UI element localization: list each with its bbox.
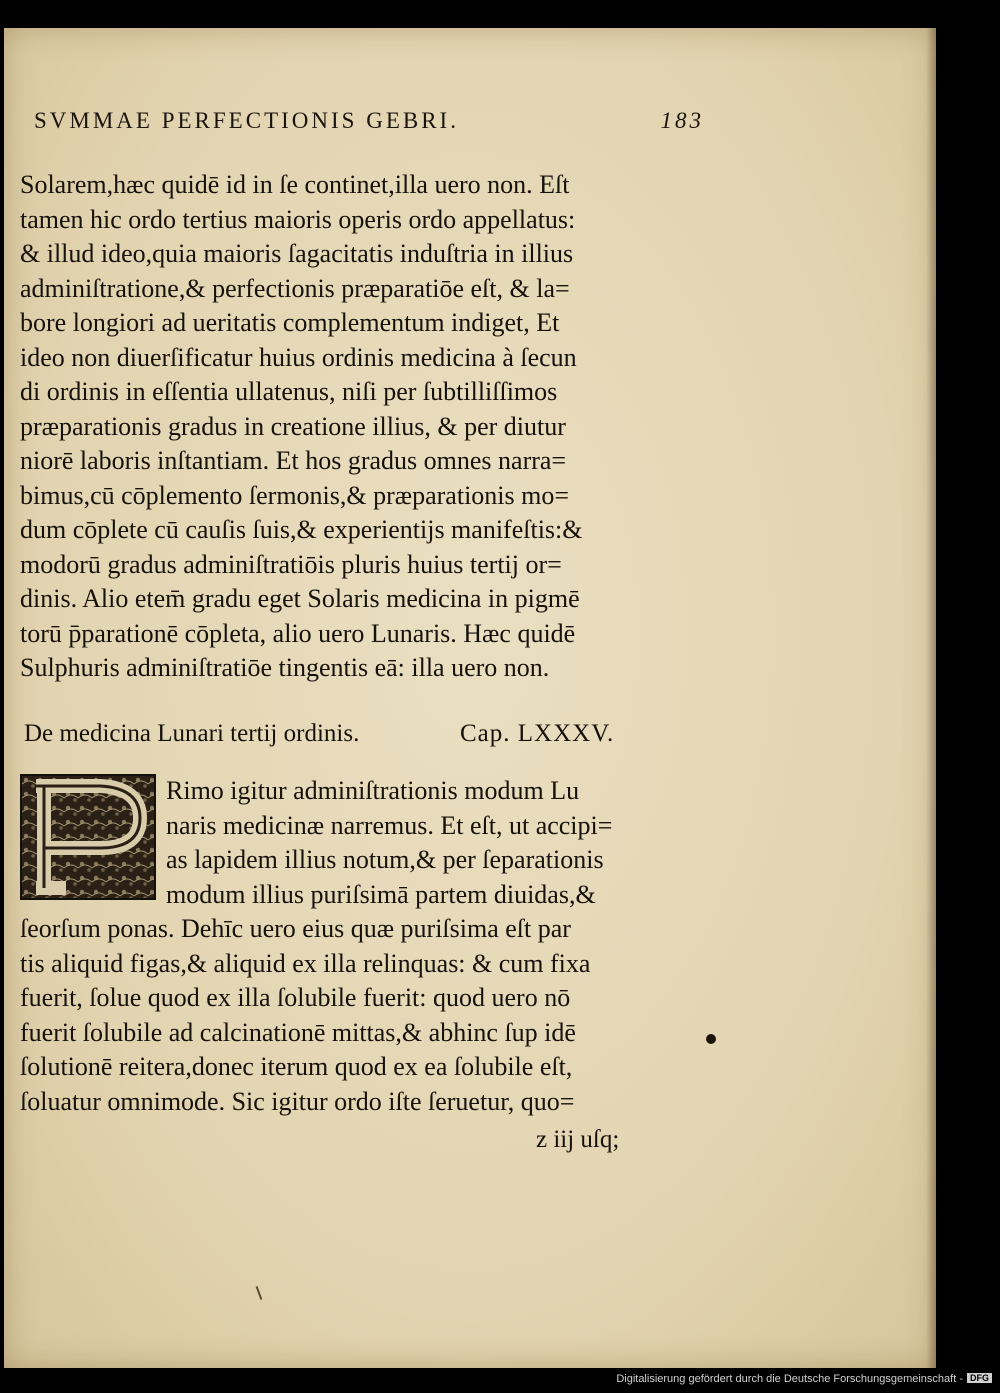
paragraph-rest-lines [20,912,720,1119]
footer-text: Digitalisierung gefördert durch die Deutsche Forschungsgemeinschaft - [616,1373,963,1385]
text-line: Rimo igitur adminiſtrationis modum Lu [166,776,580,805]
digitization-footer [616,1373,992,1391]
chapter-title: De medicina Lunari tertij ordinis. [24,720,360,747]
text-line: naris medicinæ narremus. Et eſt, ut accipi= [166,810,613,840]
margin-dot-icon [706,1034,716,1044]
text-line: bimus,cū cōplemento ſermonis,& præparationis mo= [20,480,570,510]
text-line: di ordinis in eſſentia ullatenus, niſi per ſubtilliſſimos [20,377,558,406]
text-line: fuerit, ſolue quod ex illa ſolubile fuerit: quod uero nō [20,983,571,1012]
text-line: dinis. Alio etem̄ gradu eget Solaris medicina in pigmē [20,584,580,613]
text-line: bore longiori ad ueritatis complementum indiget, Et [20,308,560,337]
text-line: ſeorſum ponas. Dehīc uero eius quæ puriſsima eſt par [20,914,571,943]
text-line: adminiſtratione,& perfectionis præparatiōe eſt, & la= [20,273,570,303]
body-text [20,168,720,686]
text-line: ideo non diuerſificatur huius ordinis medicina à ſecun [20,342,577,372]
text-line: modum illius puriſsimā partem diuidas,& [166,879,596,909]
text-line: dum cōplete cū cauſis ſuis,& experientijs manifeſtis:& [20,515,583,544]
dfg-logo-icon: DFG [967,1373,992,1383]
catchword: z iij uſq; [536,1126,620,1153]
chapter-heading [24,720,684,748]
chapter-number: Cap. LXXXV. [460,720,615,747]
page-number: 183 [660,108,704,133]
text-line: ſolutionē reitera,donec iterum quod ex ea ſolubile eſt, [20,1052,573,1081]
running-title: SVMMAE PERFECTIONIS GEBRI. [34,108,459,133]
text-line: torū p̄parationē cōpleta, alio uero Lunaris. Hæc quidē [20,618,576,648]
text-line: as lapidem illius notum,& per ſeparationis [166,845,604,874]
running-header [34,102,704,138]
text-line: Solarem,hæc quidē id in ſe continet,illa uero non. Eſt [20,170,570,199]
page-edge-shadow [926,28,936,1368]
text-line: tamen hic ordo tertius maioris operis ordo appellatus: [20,204,576,234]
paragraph-first-lines [166,774,726,912]
text-line: fuerit ſolubile ad calcinationē mittas,& abhinc ſup idē [20,1017,576,1047]
text-line: Sulphuris adminiſtratiōe tingentis eā: illa uero non. [20,653,550,682]
text-line: modorū gradus adminiſtratiōis pluris huius tertij or= [20,549,562,579]
text-line: præparationis gradus in creatione illius, & per diutur [20,411,566,441]
text-line: ſoluatur omnimode. Sic igitur ordo iſte ſeruetur, quo= [20,1086,575,1116]
text-line: tis aliquid figas,& aliquid ex illa relinquas: & cum fixa [20,948,591,978]
decorated-initial-p-icon [20,774,156,900]
text-line: & illud ideo,quia maioris ſagacitatis induſtria in illius [20,239,574,268]
text-line: niorē laboris inſtantiam. Et hos gradus omnes narra= [20,446,567,475]
